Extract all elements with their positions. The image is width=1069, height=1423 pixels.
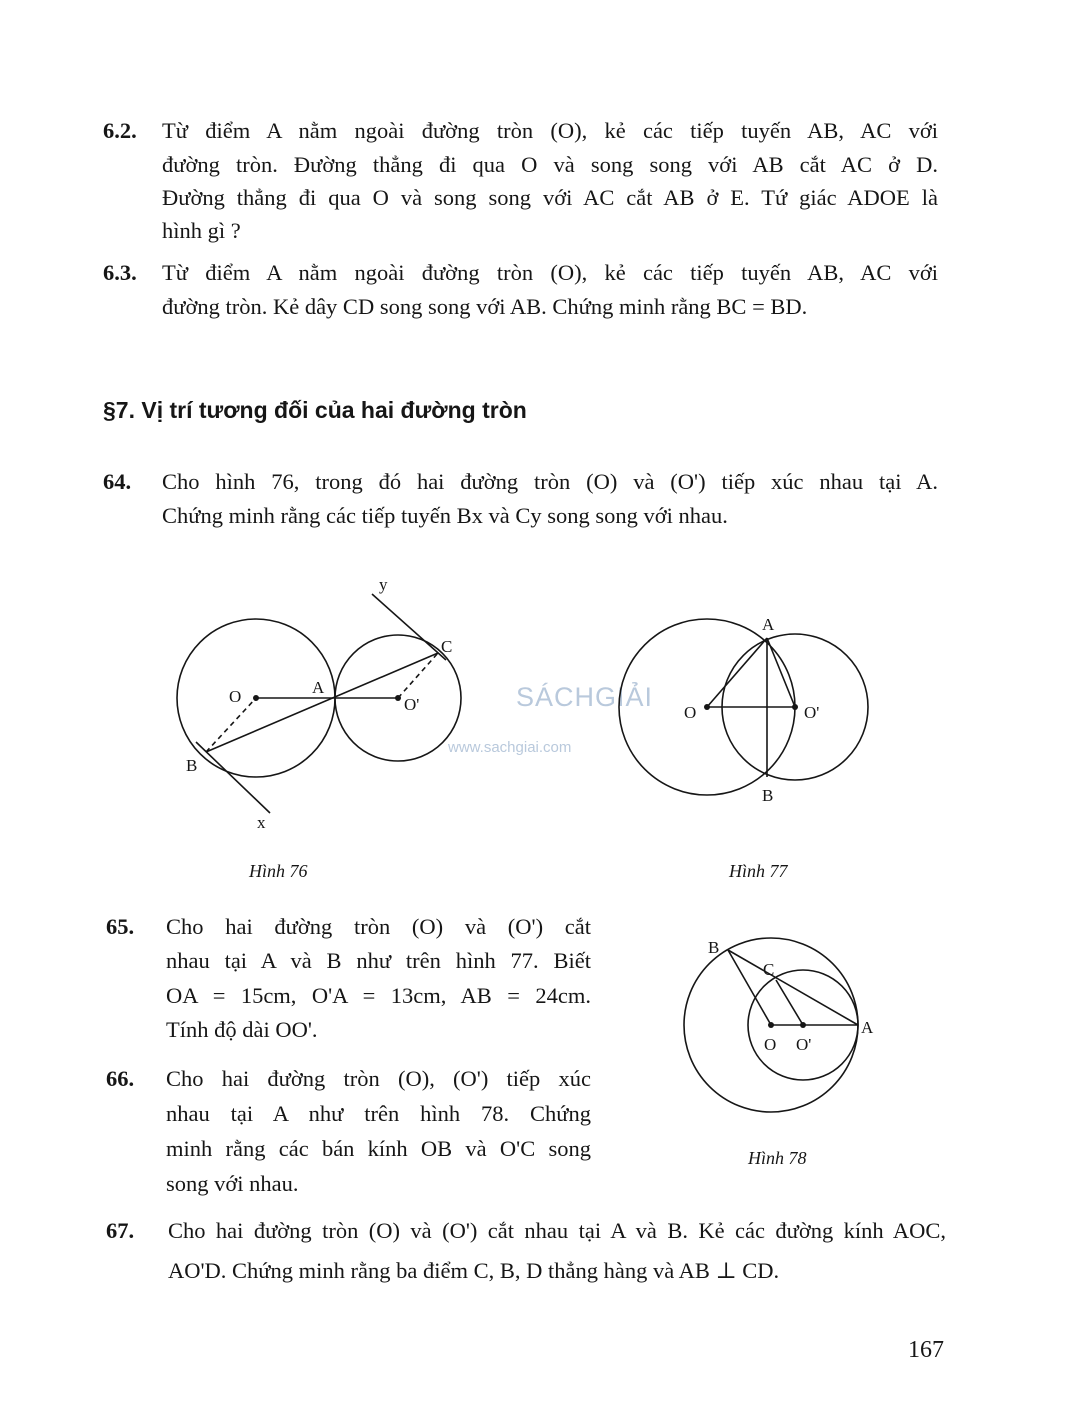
caption-hinh-78: Hình 78 [748,1148,807,1168]
fig76-point-o [253,695,259,701]
page-number: 167 [908,1337,944,1363]
fig77-label-b: B [762,786,774,805]
exercise-65-line-2: nhau tại A và B như trên hình 77. Biết [166,948,591,973]
exercise-number-64: 64. [103,469,132,494]
fig76-label-y: y [379,575,388,594]
exercise-66-line-4: song với nhau. [166,1171,299,1196]
section-heading: §7. Vị trí tương đối của hai đường tròn [103,397,527,423]
figure-77 [619,619,868,795]
fig78-label-a: A [861,1018,874,1037]
fig77-label-o: O [684,703,697,722]
fig77-label-a: A [762,615,775,634]
exercise-6-2-line-1: Từ điểm A nằm ngoài đường tròn (O), kẻ các tiếp tuyến AB, AC với [162,118,938,143]
fig78-label-o: O [764,1035,777,1054]
exercise-number-6-2: 6.2. [103,118,137,143]
caption-hinh-76: Hình 76 [249,861,308,881]
exercise-66-line-2: nhau tại A như trên hình 78. Chứng [166,1101,591,1126]
exercise-number-65: 65. [106,914,135,939]
exercise-6-2-line-3: Đường thẳng đi qua O và song song với AC cắt AB ở E. Tứ giác ADOE là [162,185,938,210]
fig76-label-x: x [257,813,266,832]
exercise-number-6-3: 6.3. [103,260,137,285]
exercise-6-2-line-4: hình gì ? [162,218,241,243]
fig78-point-o [768,1022,774,1028]
fig77-line-oa [707,638,767,707]
fig77-point-o-prime [792,704,798,710]
exercise-6-3-line-1: Từ điểm A nằm ngoài đường tròn (O), kẻ các tiếp tuyến AB, AC với [162,260,938,285]
exercise-65-line-4: Tính độ dài OO'. [166,1017,318,1042]
fig77-point-o [704,704,710,710]
exercise-6-2-line-2: đường tròn. Đường thẳng đi qua O và song song với AB cắt AC ở D. [162,152,938,177]
fig76-label-a: A [312,678,325,697]
exercise-64-line-2: Chứng minh rằng các tiếp tuyến Bx và Cy song song với nhau. [162,503,728,528]
exercise-6-3-line-2: đường tròn. Kẻ dây CD song song với AB. Chứng minh rằng BC = BD. [162,294,808,319]
exercise-64-line-1: Cho hình 76, trong đó hai đường tròn (O) và (O') tiếp xúc nhau tại A. [162,469,938,494]
fig76-label-c: C [441,637,453,656]
fig78-label-o-prime: O' [796,1035,812,1054]
fig76-label-o-prime: O' [404,695,420,714]
fig76-dashed-oc [398,653,438,698]
fig76-point-o-prime [395,695,401,701]
fig78-label-c: C [763,960,775,979]
fig77-label-o-prime: O' [804,703,820,722]
exercise-66-line-1: Cho hai đường tròn (O), (O') tiếp xúc [166,1066,591,1091]
exercise-67-line-1: Cho hai đường tròn (O) và (O') cắt nhau tại A và B. Kẻ các đường kính AOC, [168,1218,946,1243]
watermark-url: www.sachgiai.com [448,739,572,756]
caption-hinh-77: Hình 77 [729,861,788,881]
fig76-dashed-ob [206,698,256,752]
fig76-label-o: O [229,687,242,706]
exercise-65-line-3: OA = 15cm, O'A = 13cm, AB = 24cm. [166,983,591,1008]
fig78-line-o-prime-c [776,980,803,1025]
fig76-tangent-cy [372,594,446,660]
exercise-number-66: 66. [106,1066,135,1091]
fig78-label-b: B [708,938,720,957]
exercise-67-line-2: AO'D. Chứng minh rằng ba điểm C, B, D thẳng hàng và AB ⊥ CD. [168,1258,780,1283]
fig78-line-ba [728,950,858,1025]
fig76-label-b: B [186,756,198,775]
fig78-point-o-prime [800,1022,806,1028]
exercise-66-line-3: minh rằng các bán kính OB và O'C song [166,1136,591,1161]
exercise-number-67: 67. [106,1218,135,1243]
exercise-65-line-1: Cho hai đường tròn (O) và (O') cắt [166,914,591,939]
watermark-brand: SÁCHGIẢI [516,682,654,712]
fig77-line-o-prime-a [767,638,795,707]
